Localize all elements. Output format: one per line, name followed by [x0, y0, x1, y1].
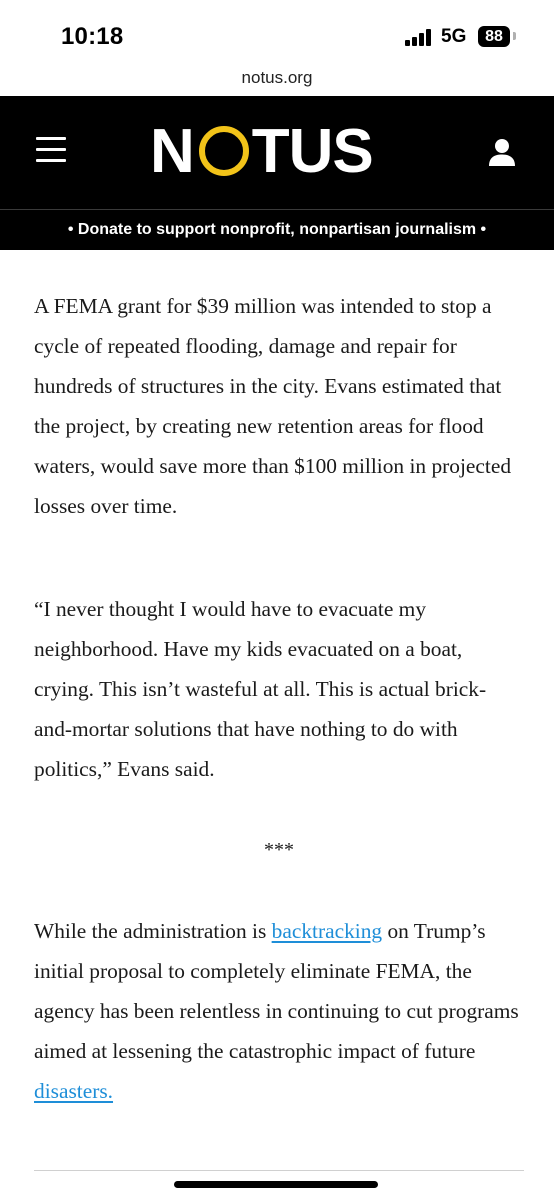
donate-banner[interactable]: • Donate to support nonprofit, nonpartisan journalism •	[0, 210, 554, 250]
section-separator: ***	[264, 839, 294, 861]
battery-cap	[513, 32, 516, 40]
logo-o-ring	[197, 126, 249, 176]
battery-icon: 88	[478, 26, 510, 47]
status-time: 10:18	[61, 23, 124, 50]
hamburger-menu-icon[interactable]	[36, 137, 66, 163]
browser-url-bar[interactable]: notus.org	[241, 68, 313, 87]
logo-letters-tus: TUS	[251, 117, 373, 186]
user-account-icon[interactable]	[487, 137, 517, 167]
site-logo[interactable]	[150, 117, 373, 186]
site-header	[0, 96, 554, 210]
status-bar	[0, 0, 554, 64]
article-body	[34, 286, 524, 1111]
network-type: 5G	[441, 26, 467, 47]
article-paragraph-1: A FEMA grant for $39 million was intended to stop a cycle of repeated flooding, damage and repair for hundreds of structures in the city. Evans estimated that the project, by creating new retention areas for flood waters, would save more than $100 million in projected losses over time.	[34, 294, 512, 518]
article-paragraph-3	[34, 911, 524, 1111]
home-indicator[interactable]	[174, 1181, 378, 1188]
content-divider	[34, 1170, 524, 1171]
paragraph-3-text-middle: on Trump’s initial proposal to completely eliminate FEMA, the agency has been relentless in continuing to cut programs aimed at lessening the catastrophic impact of future	[34, 919, 519, 1063]
logo-letter-n: N	[150, 117, 194, 186]
disasters-link[interactable]: disasters.	[34, 1079, 114, 1103]
article-paragraph-2: “I never thought I would have to evacuate my neighborhood. Have my kids evacuated on a boat, crying. This isn’t wasteful at all. This is actual brick-and-mortar solutions that have nothing to do with politics,” Evans said.	[34, 597, 487, 781]
cellular-signal-icon	[405, 29, 437, 46]
backtracking-link[interactable]: backtracking	[271, 919, 383, 943]
paragraph-3-text-start: While the administration is	[34, 919, 272, 943]
